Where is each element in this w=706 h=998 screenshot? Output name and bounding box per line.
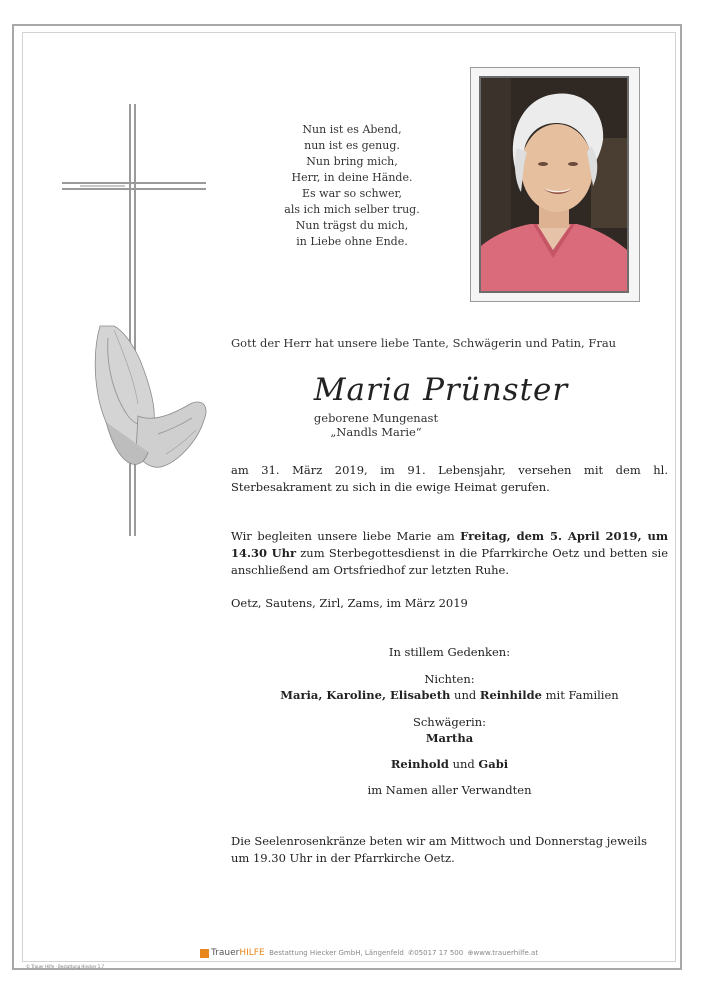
rosary-notice: Die Seelenrosenkränze beten wir am Mittwoch und Donnerstag jeweils um 19.30 Uhr in der Pfarrkirche Oetz. [231, 834, 647, 865]
intro-text: Gott der Herr hat unsere liebe Tante, Schwägerin und Patin, Frau [231, 336, 617, 350]
logo-part1: Trauer [211, 948, 240, 958]
others-second: Gabi [478, 757, 509, 771]
portrait-image [481, 78, 627, 291]
nieces-label: Nichten: [424, 672, 475, 686]
footer-phone: 05017 17 500 [414, 949, 464, 957]
globe-icon: ⊕ [467, 949, 474, 957]
footer-company: Bestattung Hiecker GmbH, Längenfeld [269, 949, 404, 957]
deceased-name: Maria Prünster [313, 372, 569, 408]
maiden-name-block [231, 411, 521, 439]
portrait-frame [470, 67, 640, 302]
funeral-date: Freitag, dem 5. April 2019, um 14.30 Uhr [231, 529, 668, 560]
logo-text [211, 948, 265, 958]
others-first: Reinhold [390, 757, 449, 771]
praying-hands-icon [95, 326, 206, 467]
poem-line: Nun ist es Abend, [302, 123, 402, 136]
phone-icon: ✆ [408, 949, 415, 957]
portrait-photo [479, 76, 629, 293]
footnote: © Trauer Hilfe · Bestattung Hiecker 1.7 [26, 964, 105, 969]
others-and: und [448, 757, 479, 771]
funeral-text-part2: zum Sterbegottesdienst in die Pfarrkirche Oetz und betten sie anschließend am Ortsfriedhof zur letzten Ruhe. [231, 546, 668, 577]
nieces-line [231, 688, 668, 702]
sister-name [231, 731, 668, 745]
relatives-line: im Namen aller Verwandten [367, 783, 532, 797]
poem-line: Nun bring mich, [306, 155, 398, 168]
memorial-heading: In stillem Gedenken: [388, 645, 511, 659]
poem-line: Herr, in deine Hände. [291, 171, 413, 184]
maiden-name: geborene Mungenast [313, 411, 439, 425]
death-notice: am 31. März 2019, im 91. Lebensjahr, versehen mit dem hl. Sterbesakrament zu sich in die ewige Heimat gerufen. [231, 463, 668, 494]
nieces-names: Maria, Karoline, Elisabeth [280, 688, 451, 702]
poem-line: Es war so schwer, [301, 187, 403, 200]
trauerhilfe-logo-icon [200, 949, 209, 958]
poem-line: Nun trägst du mich, [295, 219, 409, 232]
nickname: „Nandls Marie“ [330, 425, 422, 439]
footer-web[interactable]: www.trauerhilfe.at [473, 949, 539, 957]
poem-line: in Liebe ohne Ende. [296, 235, 408, 248]
poem-line: nun ist es genug. [304, 139, 400, 152]
logo-part2: HILFE [239, 948, 265, 958]
others-line [231, 757, 668, 771]
sister-name-text: Martha [425, 731, 474, 745]
funeral-notice [231, 528, 668, 579]
cross-with-praying-hands-icon [62, 104, 210, 544]
footer [200, 948, 539, 958]
poem [262, 122, 442, 250]
funeral-text-part1: Wir begleiten unsere liebe Marie am [231, 529, 461, 543]
nieces-and: und [450, 688, 480, 702]
nieces-suffix: mit Familien [541, 688, 619, 702]
nieces-last: Reinhilde [479, 688, 542, 702]
place-date: Oetz, Sautens, Zirl, Zams, im März 2019 [231, 596, 468, 610]
poem-line: als ich mich selber trug. [284, 203, 420, 216]
sisters-label: Schwägerin: [412, 715, 487, 729]
